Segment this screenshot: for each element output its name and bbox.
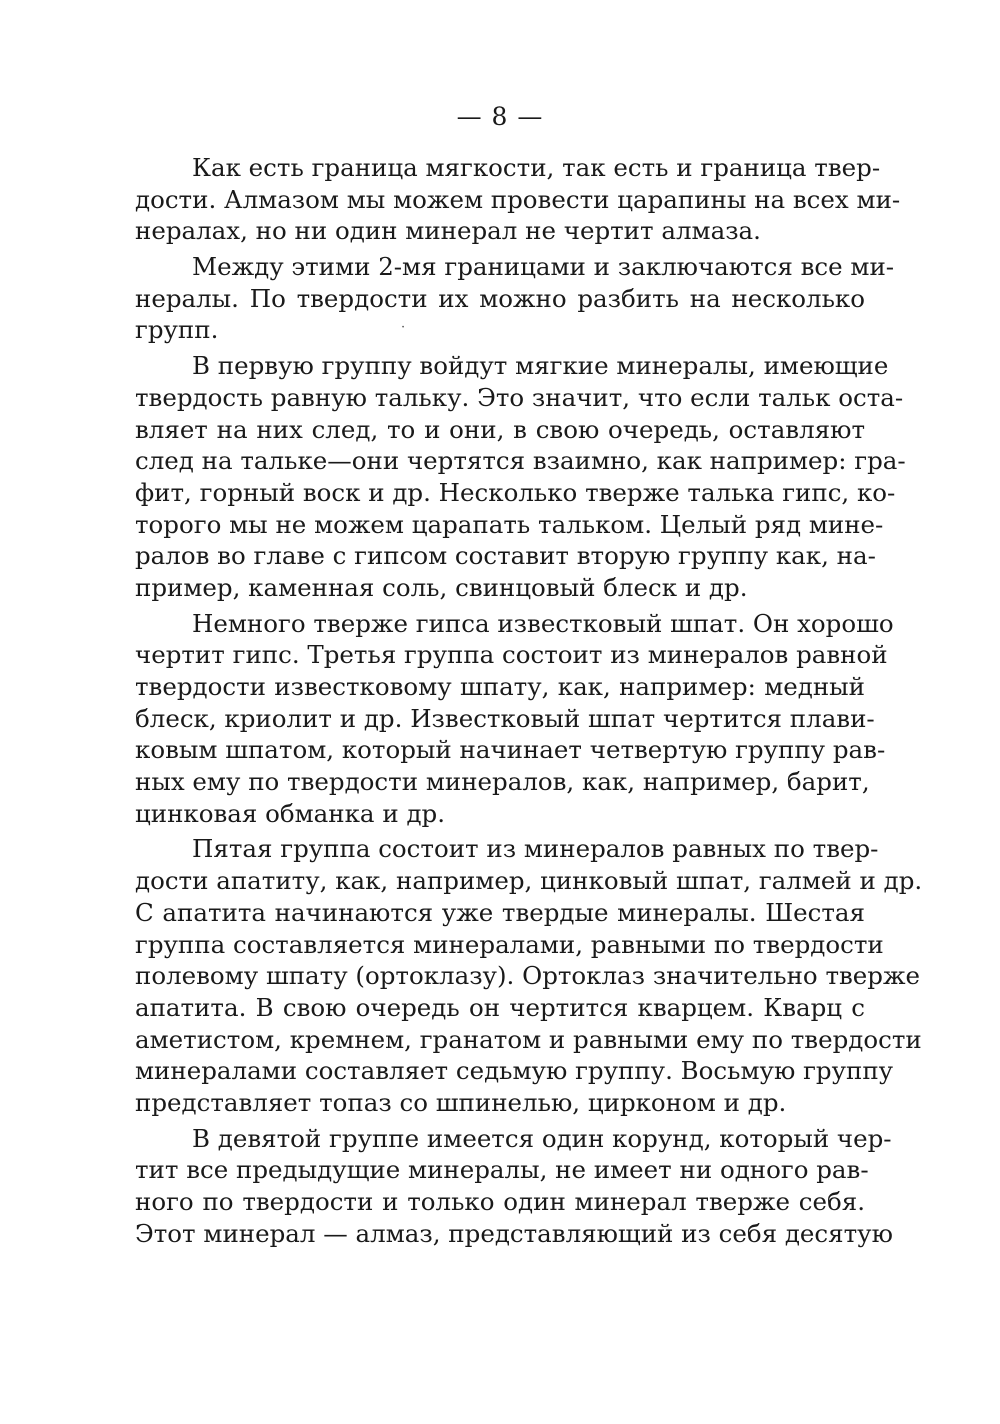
- text-line: В первую группу войдут мягкие минералы, имеющие: [192, 351, 889, 381]
- page-number: — 8 —: [456, 102, 544, 131]
- print-speck: ·: [401, 320, 406, 335]
- text-line: Этот минерал — алмаз, представляющий из себя десятую: [135, 1218, 893, 1248]
- paragraph-3: [135, 350, 906, 604]
- text-line: апатита. В свою очередь он чертится кварцем. Кварц с: [135, 992, 865, 1022]
- text-line: пример, каменная соль, свинцовый блеск и др.: [135, 572, 748, 602]
- paragraph-1: [135, 152, 901, 247]
- text-line: дости. Алмазом мы можем провести царапины на всех ми-: [135, 184, 901, 214]
- text-line: Как есть граница мягкости, так есть и граница твер-: [192, 153, 881, 182]
- paragraph-2: [135, 251, 895, 346]
- text-line: твердость равную тальку. Это значит, что если тальк остa-: [135, 382, 904, 412]
- text-line: ралов во главе с гипсом составит вторую группу как, на-: [135, 541, 876, 571]
- text-line: блеск, криолит и др. Известковый шпат чертится плави-: [135, 703, 875, 733]
- text-line: представляет топаз со шпинелью, цирконом и др.: [135, 1087, 787, 1117]
- text-line: твердости известковому шпату, как, например: медный: [135, 672, 865, 701]
- paragraph-5: [135, 833, 923, 1118]
- text-line: нералах, но ни один минерал не чертит алмаза.: [135, 216, 761, 246]
- text-line: Немного тверже гипса известковый шпат. Он хорошо: [192, 608, 894, 638]
- text-line: Пятая группа состоит из минералов равных по твер-: [192, 834, 879, 864]
- text-line: С апатита начинаются уже твердые минералы. Шестая: [135, 897, 865, 927]
- text-line: В девятой группе имеется один корунд, который чер-: [192, 1123, 892, 1153]
- paragraph-4: [135, 608, 894, 830]
- text-line: торого мы не можем царапать тальком. Целый ряд мине-: [135, 509, 884, 539]
- paragraph-6: [135, 1123, 893, 1250]
- text-line: след на тальке—они чертятся взаимно, как например: гра-: [135, 446, 906, 476]
- text-line: ных ему по твердости минералов, как, например, барит,: [135, 767, 870, 797]
- text-line: аметистом, кремнем, гранатом и равными ему по твердости: [135, 1024, 922, 1054]
- text-line: нералы. По твердости их можно разбить на несколько: [135, 283, 865, 313]
- text-line: группа составляется минералами, равными по твердости: [135, 929, 884, 959]
- text-line: фит, горный воск и др. Несколько тверже талька гипс, ко-: [135, 477, 896, 507]
- text-line: ковым шпатом, который начинает четвертую группу рав-: [135, 735, 886, 765]
- text-line: полевому шпату (ортоклазу). Ортоклаз значительно тверже: [135, 961, 921, 991]
- text-line: групп.: [135, 315, 219, 345]
- text-line: Между этими 2-мя границами и заключаются все ми-: [192, 252, 895, 282]
- body-text: [135, 152, 923, 1249]
- text-line: минералами составляет седьмую группу. Восьмую группу: [135, 1056, 894, 1086]
- text-line: вляет на них след, то и они, в свою очередь, оставляют: [135, 414, 865, 444]
- text-line: ного по твердости и только один минерал тверже себя.: [135, 1187, 865, 1216]
- text-line: тит все предыдущие минералы, не имеет ни одного рав-: [135, 1155, 869, 1185]
- text-line: дости апатиту, как, например, цинковый шпат, галмей и др.: [135, 866, 923, 896]
- text-line: цинковая обманка и др.: [135, 798, 445, 828]
- text-line: чертит гипс. Третья группа состоит из минералов равной: [135, 640, 888, 670]
